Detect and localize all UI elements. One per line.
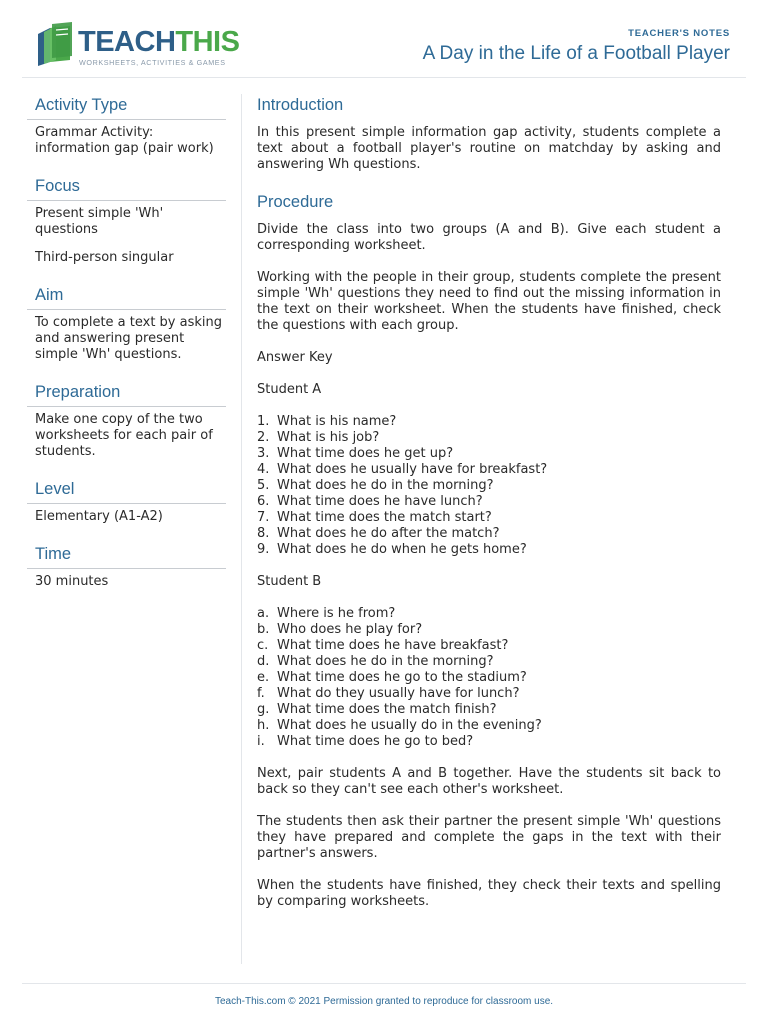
introduction-heading: Introduction <box>257 96 344 114</box>
logo-word-teach: TEACH <box>78 26 176 58</box>
student-a-label: Student A <box>257 382 322 397</box>
list-item: 9. What does he do when he gets home? <box>257 542 527 557</box>
activity-type-heading: Activity Type <box>27 92 226 120</box>
list-item: f. What do they usually have for lunch? <box>257 686 520 701</box>
preparation-text: Make one copy of the two worksheets for each pair of students. <box>35 412 213 459</box>
list-item: 5. What does he do in the morning? <box>257 478 494 493</box>
procedure-paragraph: Next, pair students A and B together. Have the students sit back to back so they can't see each other's worksheet. <box>257 766 721 797</box>
time-text: 30 minutes <box>35 574 109 589</box>
header-divider <box>22 77 746 78</box>
list-item: 8. What does he do after the match? <box>257 526 500 541</box>
procedure-paragraph: When the students have finished, they check their texts and spelling by comparing worksheets. <box>257 878 721 909</box>
document-title: A Day in the Life of a Football Player <box>422 43 730 64</box>
student-a-question-list <box>257 414 721 558</box>
aim-text: To complete a text by asking and answering present simple 'Wh' questions. <box>35 315 223 362</box>
sidebar <box>27 92 226 606</box>
student-b-label: Student B <box>257 574 322 589</box>
list-item: 1. What is his name? <box>257 414 397 429</box>
teach-this-logo <box>36 22 240 70</box>
aim-section <box>27 282 226 363</box>
column-divider <box>241 94 242 964</box>
procedure-paragraph: Divide the class into two groups (A and B). Give each student a corresponding worksheet. <box>257 222 721 253</box>
procedure-paragraph: Working with the people in their group, students complete the present simple 'Wh' questions they need to find out the missing information in the text on their worksheet. When the students have finished, check the questions with each group. <box>257 270 721 333</box>
time-section <box>27 541 226 590</box>
list-item: 3. What time does he get up? <box>257 446 454 461</box>
list-item: g. What time does the match finish? <box>257 702 497 717</box>
list-item: 6. What time does he have lunch? <box>257 494 483 509</box>
list-item: b. Who does he play for? <box>257 622 423 637</box>
list-item: i. What time does he go to bed? <box>257 734 474 749</box>
time-heading: Time <box>27 541 226 569</box>
level-section <box>27 476 226 525</box>
focus-item: Present simple 'Wh' questions <box>35 206 164 237</box>
list-item: a. Where is he from? <box>257 606 396 621</box>
main-content <box>257 92 721 926</box>
list-item: 7. What time does the match start? <box>257 510 492 525</box>
preparation-heading: Preparation <box>27 379 226 407</box>
teachers-notes-label: TEACHER'S NOTES <box>628 28 730 39</box>
student-b-question-list <box>257 606 721 750</box>
logo-tagline: WORKSHEETS, ACTIVITIES & GAMES <box>79 58 226 67</box>
focus-item: Third-person singular <box>35 250 174 265</box>
preparation-section <box>27 379 226 460</box>
list-item: 2. What is his job? <box>257 430 380 445</box>
logo-word-this: THIS <box>175 26 240 58</box>
focus-section <box>27 173 226 266</box>
list-item: 4. What does he usually have for breakfast? <box>257 462 548 477</box>
copyright-footer: Teach-This.com © 2021 Permission granted to reproduce for classroom use. <box>214 996 554 1007</box>
list-item: c. What time does he have breakfast? <box>257 638 509 653</box>
footer-divider <box>22 983 746 984</box>
activity-type-section <box>27 92 226 157</box>
answer-key-label: Answer Key <box>257 350 333 365</box>
list-item: h. What does he usually do in the evening? <box>257 718 542 733</box>
level-heading: Level <box>27 476 226 504</box>
procedure-paragraph: The students then ask their partner the present simple 'Wh' questions they have prepared and complete the gaps in the text with their partner's answers. <box>257 814 721 861</box>
procedure-heading: Procedure <box>257 193 334 211</box>
list-item: d. What does he do in the morning? <box>257 654 494 669</box>
level-text: Elementary (A1-A2) <box>35 509 163 524</box>
page-header <box>0 0 768 80</box>
activity-type-text: Grammar Activity: information gap (pair work) <box>35 125 214 156</box>
introduction-text: In this present simple information gap activity, students complete a text about a football player's routine on matchday by asking and answering Wh questions. <box>257 125 721 172</box>
list-item: e. What time does he go to the stadium? <box>257 670 527 685</box>
focus-heading: Focus <box>27 173 226 201</box>
aim-heading: Aim <box>27 282 226 310</box>
book-logo-icon <box>36 22 76 66</box>
